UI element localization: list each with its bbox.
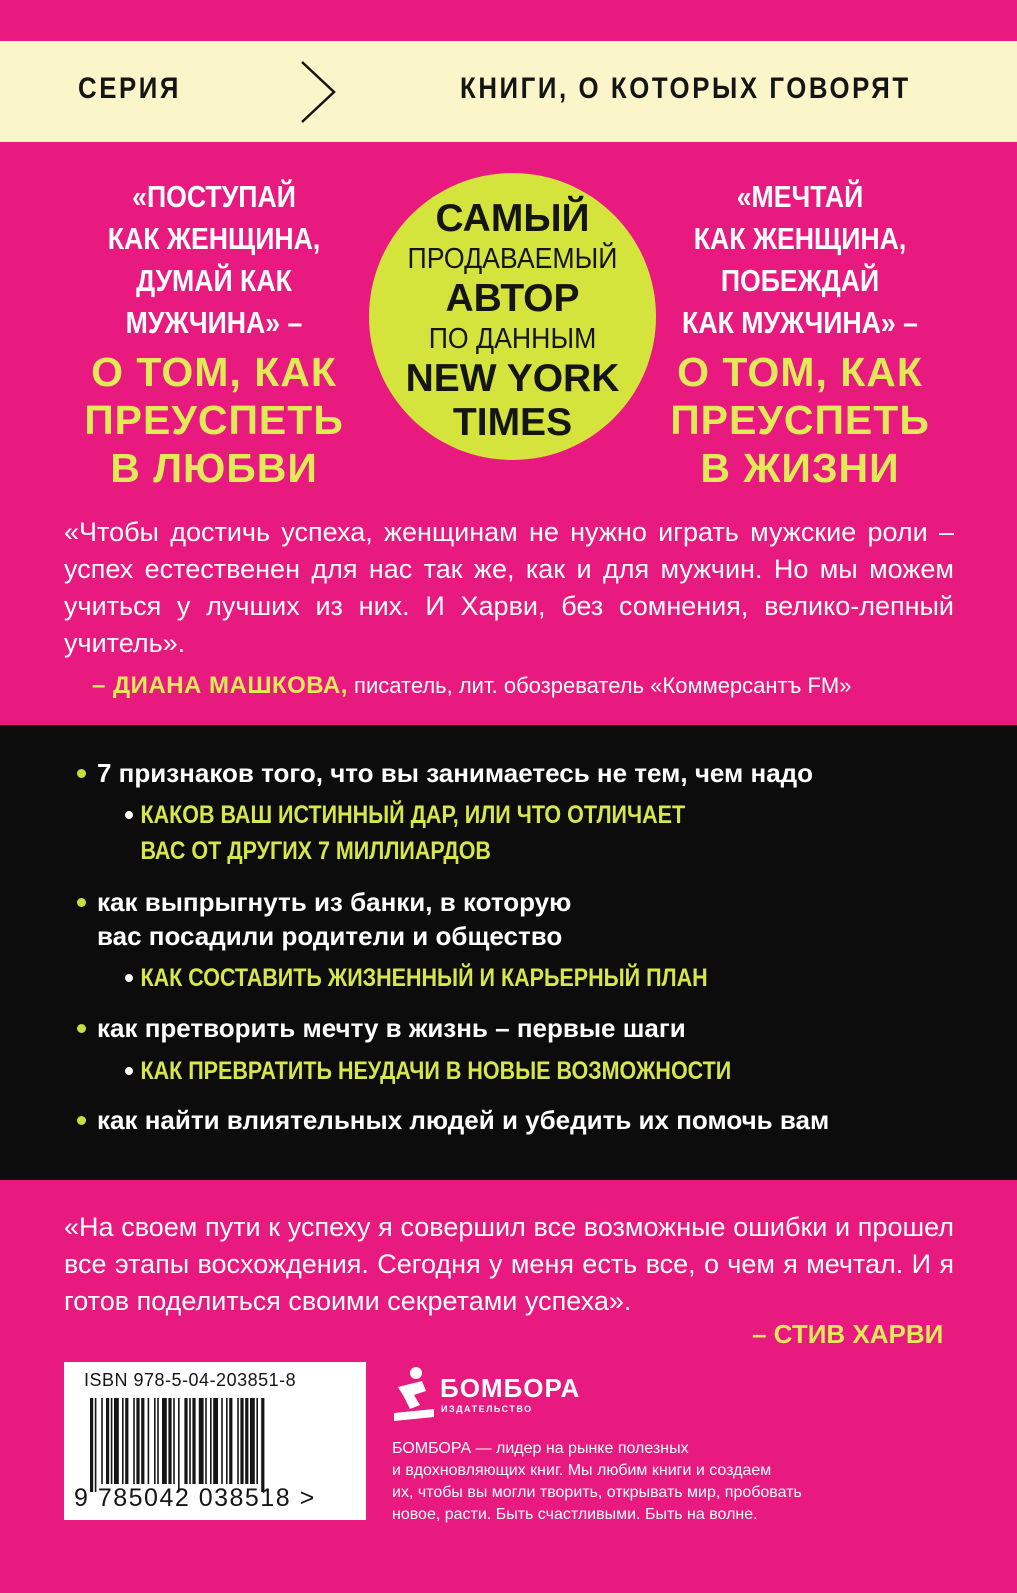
feature-subitem: КАКОВ ВАШ ИСТИННЫЙ ДАР, ИЛИ ЧТО ОТЛИЧАЕТ: [125, 798, 776, 832]
feature-subitem: КАК СОСТАВИТЬ ЖИЗНЕННЫЙ И КАРЬЕРНЫЙ ПЛАН: [125, 961, 803, 995]
publisher-name: БОМБОРА: [440, 1373, 581, 1403]
badge-line: ПО ДАННЫМ: [428, 323, 597, 355]
left-quote-line: МУЖЧИНА» –: [125, 305, 303, 340]
chevron-right-icon: [298, 58, 338, 126]
badge-line: ПРОДАВАЕМЫЙ: [407, 243, 618, 275]
review-author: [92, 672, 851, 700]
publisher-line: и вдохновляющих книг. Мы любим книги и создаем: [392, 1462, 772, 1479]
review-text: «Чтобы достичь успеха, женщинам не нужно играть мужские роли – успех естественен для нас так же, как и для мужчин. Но мы можем учиться у лучших из них. И Харви, без сомнения, велико-лепный учитель».: [64, 517, 954, 658]
series-name: КНИГИ, О КОТОРЫХ ГОВОРЯТ: [460, 72, 911, 105]
bullet-icon: [77, 898, 86, 907]
bullet-icon: [77, 1116, 86, 1125]
publisher-line: БОМБОРА — лидер на рынке полезных: [392, 1440, 689, 1457]
bullet-icon: [77, 1024, 86, 1033]
bullet-icon: [77, 769, 86, 778]
barcode-icon: [86, 1398, 354, 1492]
badge-line: САМЫЙ: [435, 197, 590, 240]
bestseller-badge: [369, 173, 656, 460]
review-author-name: – ДИАНА МАШКОВА,: [92, 672, 348, 699]
right-quote-accent-line: В ЖИЗНИ: [700, 445, 900, 491]
publisher-logo-icon: [392, 1365, 436, 1423]
right-quote-accent-line: О ТОМ, КАК: [677, 349, 923, 395]
badge-line: TIMES: [452, 401, 573, 444]
left-quote-accent-line: ПРЕУСПЕТЬ: [84, 397, 344, 443]
right-quote-line: КАК МУЖЧИНА» –: [682, 305, 918, 340]
author-quote: «На своем пути к успеху я совершил все возможные ошибки и прошел все этапы восхождения. Сегодня у меня есть все, о чем я мечтал. И я готов поделиться своими секретами успеха».: [64, 1212, 954, 1316]
author-quote-signature: – СТИВ ХАРВИ: [752, 1319, 944, 1349]
left-quote-line: КАК ЖЕНЩИНА,: [107, 221, 321, 256]
publisher-line: новое, расти. Быть счастливыми. Быть на волне.: [392, 1506, 758, 1523]
barcode-digits: 9 785042 038518 >: [74, 1484, 316, 1512]
publisher-line: их, чтобы вы могли творить, открывать мир, пробовать: [392, 1484, 802, 1501]
feature-subitem: КАК ПРЕВРАТИТЬ НЕУДАЧИ В НОВЫЕ ВОЗМОЖНОСТИ: [125, 1054, 830, 1088]
review-author-role: писатель, лит. обозреватель «Коммерсантъ FM»: [347, 673, 852, 698]
left-quote: [64, 176, 364, 492]
left-quote-accent-line: В ЛЮБВИ: [110, 445, 318, 491]
badge-line: АВТОР: [445, 277, 580, 320]
publisher-description: [392, 1438, 912, 1526]
isbn-label: ISBN 978-5-04-203851-8: [84, 1370, 297, 1390]
feature-item: 7 признаков того, что вы занимаетесь не тем, чем надо: [77, 757, 813, 789]
series-label: СЕРИЯ: [78, 72, 182, 105]
right-quote-line: ПОБЕЖДАЙ: [720, 263, 880, 298]
left-quote-accent-line: О ТОМ, КАК: [91, 349, 337, 395]
feature-item: как претворить мечту в жизнь – первые шаги: [77, 1012, 686, 1044]
publisher-subtitle: ИЗДАТЕЛЬСТВО: [441, 1404, 533, 1414]
left-quote-line: ДУМАЙ КАК: [136, 263, 292, 298]
badge-line: NEW YORK: [405, 357, 620, 400]
right-quote-accent-line: ПРЕУСПЕТЬ: [670, 397, 930, 443]
right-quote-line: «МЕЧТАЙ: [736, 179, 864, 214]
right-quote-line: КАК ЖЕНЩИНА,: [693, 221, 907, 256]
feature-item-continuation: вас посадили родители и общество: [97, 921, 563, 951]
feature-item: как выпрыгнуть из банки, в которую: [77, 886, 571, 918]
feature-item: как найти влиятельных людей и убедить их помочь вам: [77, 1104, 829, 1136]
left-quote-line: «ПОСТУПАЙ: [132, 179, 296, 214]
feature-subitem-continuation: ВАС ОТ ДРУГИХ 7 МИЛЛИАРДОВ: [140, 837, 491, 865]
isbn-barcode-box: [64, 1362, 366, 1520]
right-quote: [650, 176, 950, 492]
